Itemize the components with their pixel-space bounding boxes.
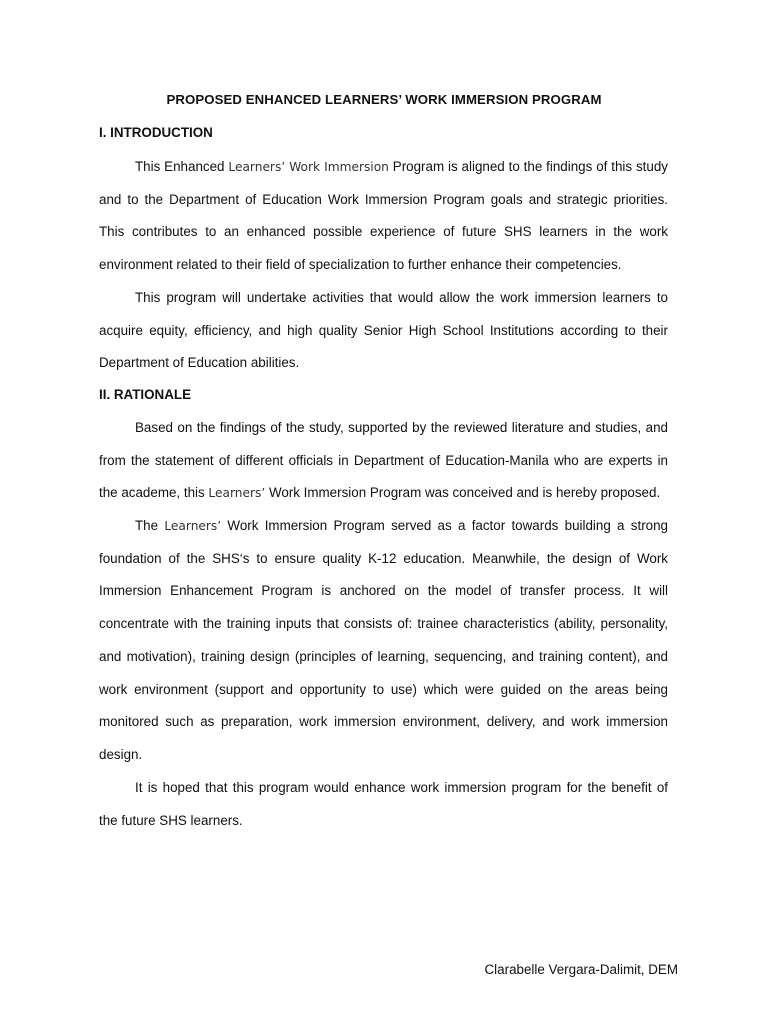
paragraph-text: Based on the findings of the study, supported by the reviewed literature and studies, and from the statement of different officials in Department of Education-Manila who are experts in the academe, this xyxy=(99,420,668,501)
rationale-paragraph-1 xyxy=(99,412,668,510)
paragraph-text: Work Immersion Program was conceived and is hereby proposed. xyxy=(265,485,661,501)
paragraph-text: Program is aligned to the findings of this study and to the Department of Education Work Immersion Program goals and strategic priorities. This contributes to an enhanced possible experience of future SHS learners in the work environment related to their field of specialization to further enhance their competencies. xyxy=(99,159,668,273)
section-heading-introduction: I. INTRODUCTION xyxy=(99,125,213,140)
rationale-paragraph-3: It is hoped that this program would enhance work immersion program for the benefit of the future SHS learners. xyxy=(99,780,668,828)
paragraph-text: Work Immersion Program served as a factor towards building a strong foundation of the SHS‘s to ensure quality K-12 education. Meanwhile, the design of Work Immersion Enhancement Program is anchored on the model of transfer process. It will concentrate with the training inputs that consists of: trainee characteristics (ability, personality, and motivation), training design (principles of learning, sequencing, and training content), and work environment (support and opportunity to use) which were guided on the areas being monitored such as preparation, work immersion environment, delivery, and work immersion design. xyxy=(99,518,668,762)
paragraph-text: The xyxy=(135,518,165,533)
rationale-paragraph-2 xyxy=(99,510,668,772)
document-title: PROPOSED ENHANCED LEARNERS’ WORK IMMERSION PROGRAM xyxy=(166,92,602,107)
paragraph-text: This Enhanced xyxy=(135,159,229,174)
program-name-text: Learners’ xyxy=(164,519,222,533)
program-name-text: Learners’ Work Immersion xyxy=(228,160,389,174)
introduction-paragraph-2: This program will undertake activities that would allow the work immersion learners to acquire equity, efficiency, and high quality Senior High School Institutions according to their Department of Education abilities. xyxy=(99,290,668,371)
program-name-text: Learners’ xyxy=(208,486,266,501)
introduction-paragraph-1 xyxy=(99,151,668,282)
section-heading-rationale: II. RATIONALE xyxy=(99,387,191,402)
author-signature: Clarabelle Vergara-Dalimit, DEM xyxy=(484,962,678,977)
